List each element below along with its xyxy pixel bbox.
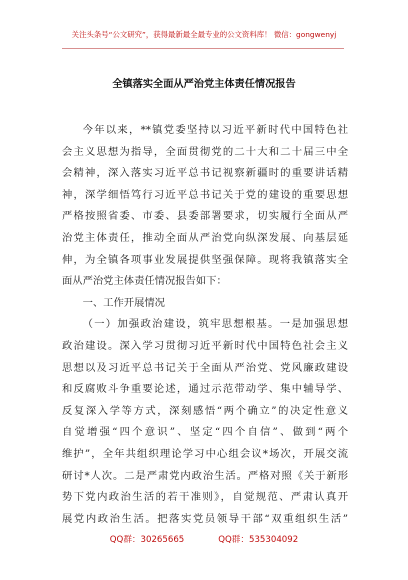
text-line: 神，深学细悟笃行习近平总书记关于党的建设的重要思想 xyxy=(62,188,348,201)
text-line: 维护”，全年共组织理论学习中心组会议*场次，开展交流 xyxy=(62,447,348,460)
text-line: 会精神，深入落实习近平总书记视察新疆时的重要讲话精 xyxy=(62,167,348,180)
text-line: 思想以及习近平总书记关于全面从严治党、党风廉政建设 xyxy=(62,361,348,374)
footer-contact xyxy=(0,534,408,546)
text-line: 自觉增强“四个意识”、坚定“四个自信”、做到“两个 xyxy=(62,426,348,439)
text-line: 展党内政治生活。把落实党员领导干部“双重组织生活” xyxy=(62,512,348,525)
header-banner: 关注头条号“公文研究”，获得最新最全最专业的公文资料库！ 微信：gongwenyj xyxy=(71,30,337,39)
text-line: 研讨*人次。二是严肃党内政治生活。严格对照《关于新形 xyxy=(62,469,348,482)
document-body xyxy=(62,120,348,530)
text-line: 和反腐败斗争重要论述，通过示范带动学、集中辅导学、 xyxy=(62,383,348,396)
text-line: （一）加强政治建设，筑牢思想根基。一是加强思想 xyxy=(82,318,348,331)
text-line: 伸，为全镇各项事业发展提供坚强保障。现将我镇落实全 xyxy=(62,253,348,266)
text-line: 势下党内政治生活的若干准则》，自觉规范、严肃认真开 xyxy=(62,491,348,504)
footer-qq-group-2: QQ群：535304092 xyxy=(218,535,299,545)
text-line: 严格按照省委、市委、县委部署要求，切实履行全面从严 xyxy=(62,210,348,223)
section-heading: 一、工作开展情况 xyxy=(82,296,165,309)
text-line: 面从严治党主体责任情况报告如下： xyxy=(62,275,227,288)
footer-qq-group-1: QQ群：30265665 xyxy=(109,535,185,545)
text-line: 今年以来，**镇党委坚持以习近平新时代中国特色社 xyxy=(82,124,348,136)
paragraph-political-building xyxy=(62,314,348,530)
text-line: 反复深入学等方式，深刻感悟“两个确立”的决定性意义 xyxy=(62,404,348,417)
text-line: 政治建设。深入学习贯彻习近平新时代中国特色社会主义 xyxy=(62,339,348,352)
document-title: 全镇落实全面从严治党主体责任情况报告 xyxy=(112,79,296,90)
text-line: 治党主体责任，推动全面从严治党向纵深发展、向基层延 xyxy=(62,231,348,244)
text-line: 会主义思想为指导，全面贯彻党的二十大和二十届三中全 xyxy=(62,145,348,158)
header-divider xyxy=(62,48,344,49)
paragraph-intro xyxy=(62,120,348,293)
